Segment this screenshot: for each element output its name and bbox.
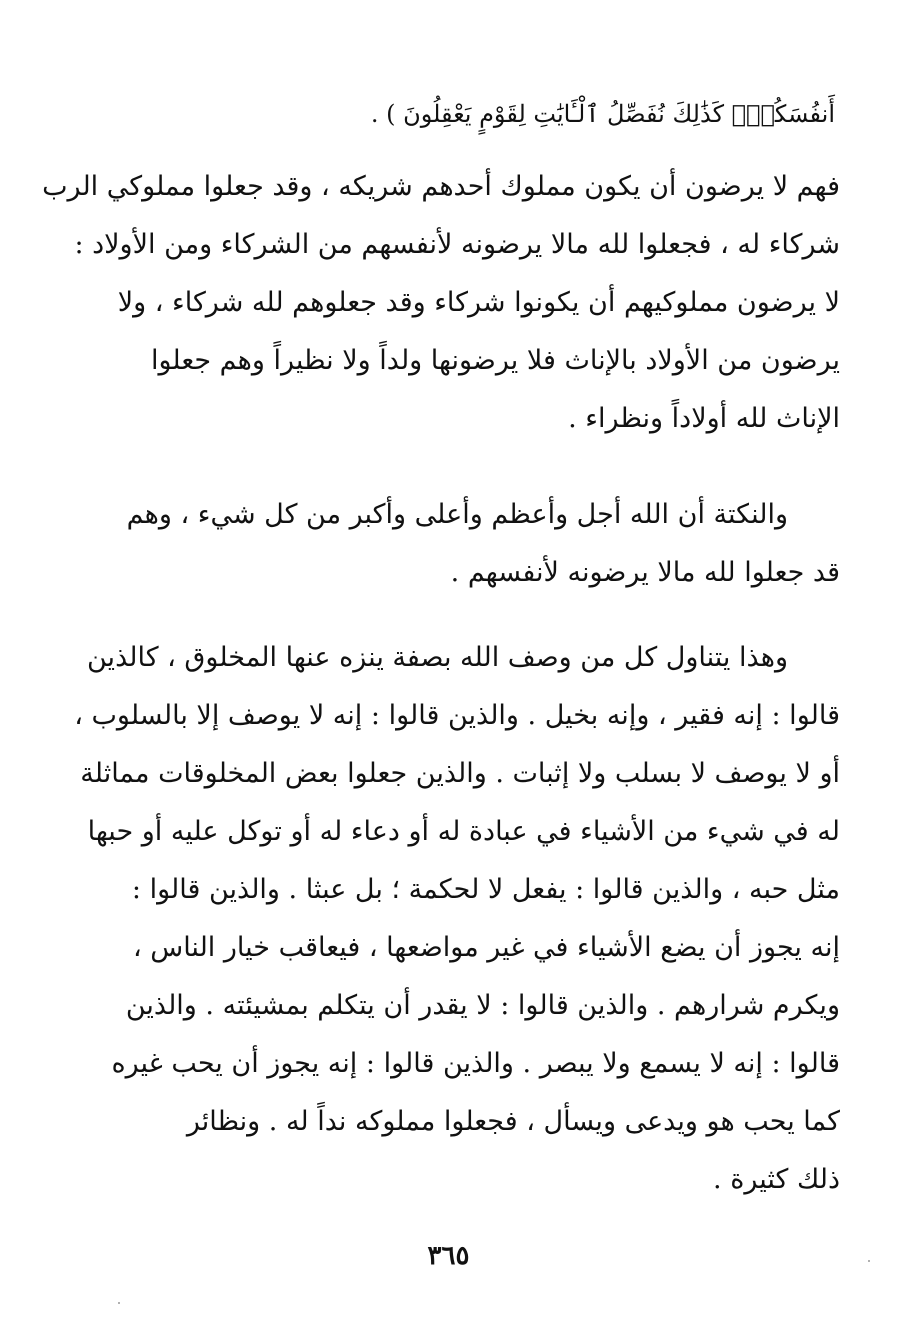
- paragraph-2: [100, 486, 840, 602]
- text-line: قد جعلوا لله مالا يرضونه لأنفسهم .: [450, 557, 840, 588]
- text-line: الإناث لله أولاداً ونظراء .: [568, 403, 840, 434]
- quran-verse-line: [335, 94, 835, 134]
- text-line: أو لا يوصف لا بسلب ولا إثبات . والذين جعلوا بعض المخلوقات مماثلة: [80, 758, 840, 789]
- text-line: قالوا : إنه لا يسمع ولا يبصر . والذين قالوا : إنه يجوز أن يحب غيره: [111, 1048, 840, 1079]
- text-line: قالوا : إنه فقير ، وإنه بخيل . والذين قالوا : إنه لا يوصف إلا بالسلوب ،: [74, 700, 840, 731]
- text-line: شركاء له ، فجعلوا لله مالا يرضونه لأنفسهم من الشركاء ومن الأولاد :: [74, 229, 840, 260]
- text-line: كما يحب هو ويدعى ويسأل ، فجعلوا مملوكه نداً له . ونظائر: [186, 1106, 840, 1137]
- text-line: والنكتة أن الله أجل وأعظم وأعلى وأكبر من كل شيء ، وهم: [126, 499, 788, 530]
- text-line: فهم لا يرضون أن يكون مملوك أحدهم شريكه ، وقد جعلوا مملوكي الرب: [42, 171, 840, 202]
- text-line: وهذا يتناول كل من وصف الله بصفة ينزه عنها المخلوق ، كالذين: [87, 642, 788, 673]
- text-line: لا يرضون مملوكيهم أن يكونوا شركاء وقد جعلوهم لله شركاء ، ولا: [117, 287, 840, 318]
- verse-text: أَنفُسَكُمْۚ كَذَٰلِكَ نُفَصِّلُ ٱلْـَٔايَٰتِ لِقَوْمٍ يَعْقِلُونَ ) .: [370, 100, 835, 128]
- text-line: مثل حبه ، والذين قالوا : يفعل لا لحكمة ؛ بل عبثا . والذين قالوا :: [131, 874, 840, 905]
- text-line: إنه يجوز أن يضع الأشياء في غير مواضعها ، فيعاقب خيار الناس ،: [132, 932, 840, 963]
- paragraph-3: [74, 629, 840, 1209]
- page-number: ٣٦٥: [427, 1241, 470, 1271]
- scan-speck: [868, 1260, 870, 1262]
- scan-speck: [118, 1302, 120, 1304]
- text-line: له في شيء من الأشياء في عبادة له أو دعاء له أو توكل عليه أو حبها: [87, 816, 840, 847]
- text-line: يرضون من الأولاد بالإناث فلا يرضونها ولداً ولا نظيراً وهم جعلوا: [150, 345, 840, 376]
- text-line: ويكرم شرارهم . والذين قالوا : لا يقدر أن يتكلم بمشيئته . والذين: [125, 990, 840, 1021]
- text-line: ذلك كثيرة .: [713, 1164, 840, 1195]
- paragraph-1: [42, 158, 840, 448]
